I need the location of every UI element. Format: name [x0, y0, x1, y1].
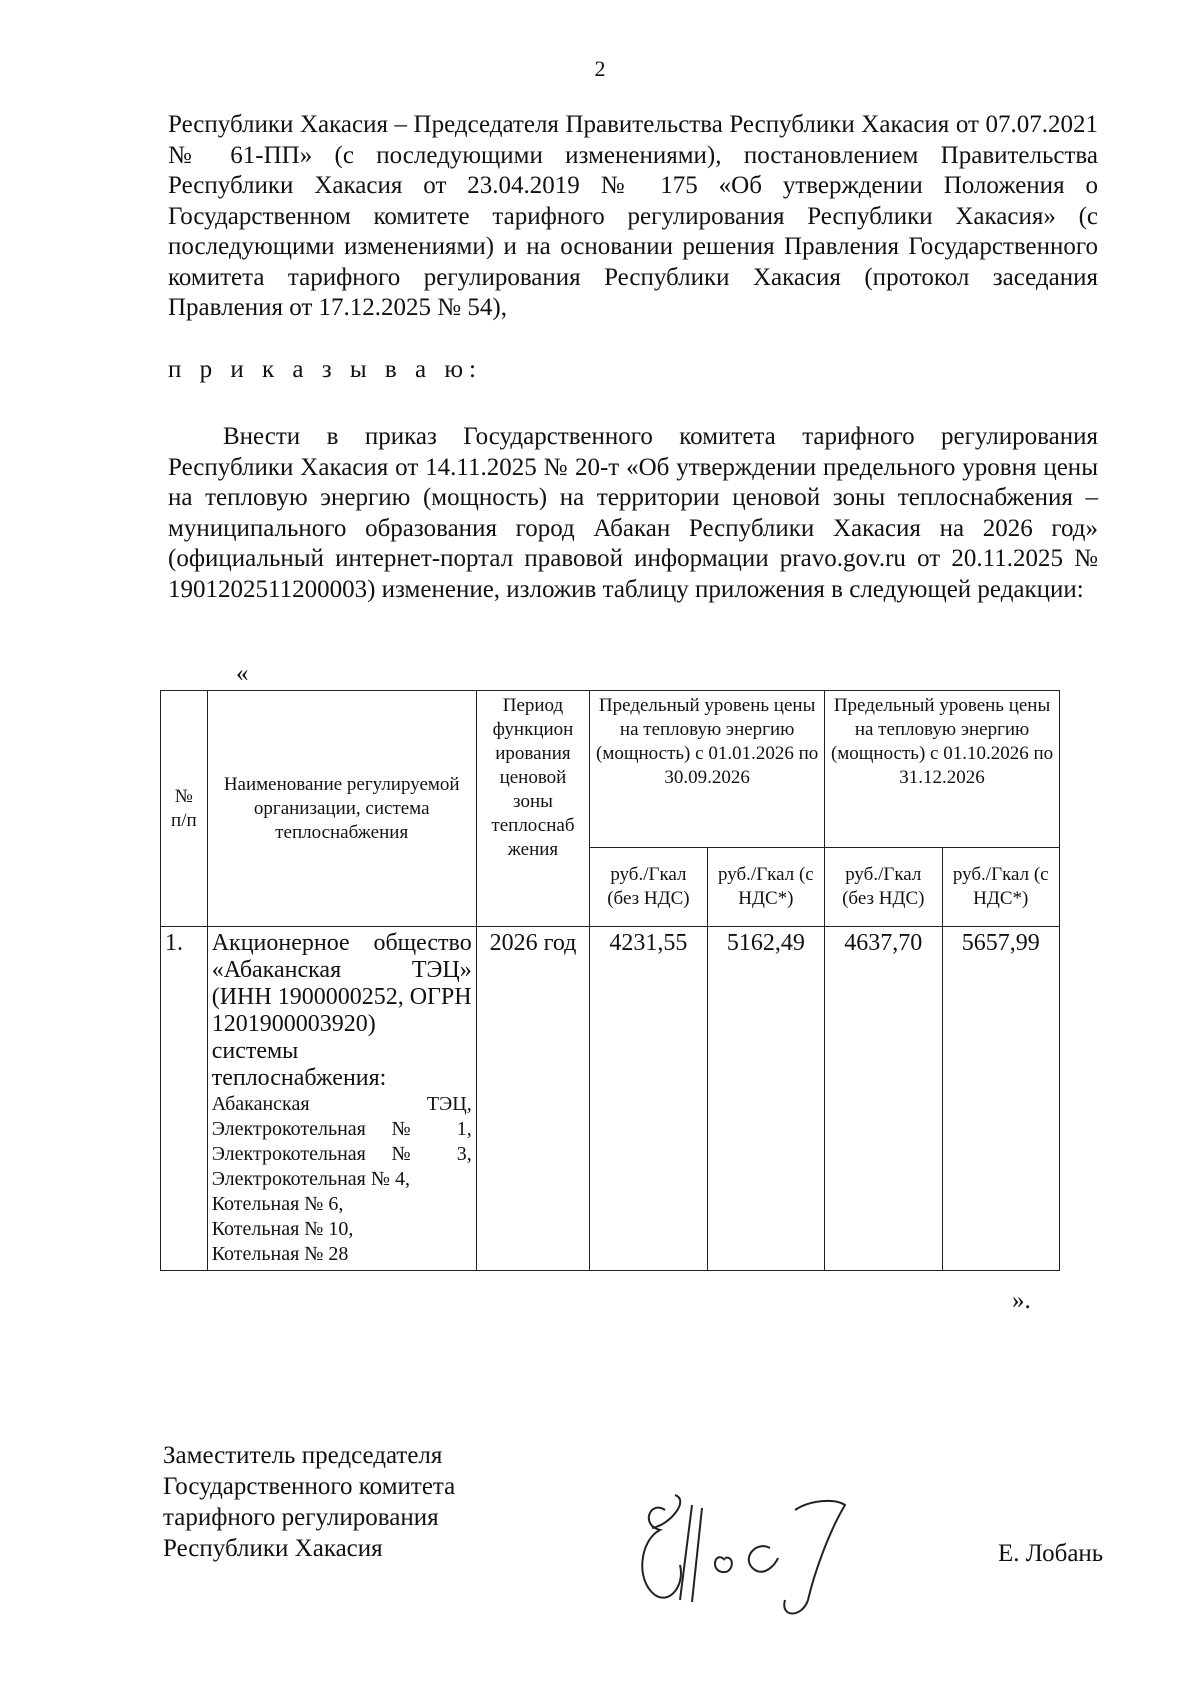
- table-header-row: [161, 691, 1060, 848]
- main-paragraph: Внести в приказ Государственного комитета тарифного регулирования Республики Хакасия от 14.11.2025 № 20-т «Об утверждении предельного уровня цены на тепловую энергию (мощность) на территории ценовой зоны теплоснабжения – муниципального образования город Абакан Республики Хакасия на 2026 год» (официальный интернет-портал правовой информации pravo.gov.ru от 20.11.2025 № 1901202511200003) изменение, изложив таблицу приложения в следующей редакции:: [168, 423, 1098, 603]
- row-price-2-vat: 5657,99: [942, 927, 1059, 1271]
- price-table: [160, 690, 1060, 1271]
- header-range-2: Предельный уровень цены на тепловую энергию (мощность) с 01.10.2026 по 31.12.2026: [825, 691, 1060, 848]
- table-row: [161, 927, 1060, 1271]
- org-line-1: Акционерное общество: [211, 930, 472, 956]
- header-range-1: Предельный уровень цены на тепловую энергию (мощность) с 01.01.2026 по 30.09.2026: [590, 691, 825, 848]
- system-item: Котельная № 6,: [211, 1193, 344, 1215]
- row-price-1-no-vat: 4231,55: [590, 927, 707, 1271]
- row-org: [207, 927, 476, 1271]
- system-item: Абаканская ТЭЦ,: [211, 1093, 472, 1115]
- unit-2-vat: руб./Гкал (с НДС*): [942, 848, 1059, 927]
- row-price-1-vat: 5162,49: [707, 927, 824, 1271]
- signer-line-4: Республики Хакасия: [163, 1535, 383, 1562]
- signer-name: Е. Лобань: [998, 1540, 1104, 1567]
- header-name: Наименование регулируемой организации, система теплоснабжения: [207, 691, 476, 927]
- row-period: 2026 год: [476, 927, 589, 1271]
- system-item: Электрокотельная № 3,: [211, 1143, 472, 1165]
- org-line-4: 1201900003920): [211, 1011, 376, 1037]
- signer-line-1: Заместитель председателя: [163, 1442, 443, 1469]
- org-line-2: «Абаканская ТЭЦ»: [211, 957, 472, 983]
- org-line-3: (ИНН 1900000252, ОГРН: [211, 984, 472, 1010]
- signer-line-3: тарифного регулирования: [163, 1504, 439, 1531]
- handwritten-signature: [630, 1470, 860, 1620]
- signer-title: [163, 1440, 455, 1564]
- header-num: № п/п: [161, 691, 208, 927]
- row-num: 1.: [161, 927, 208, 1271]
- unit-1-no-vat: руб./Гкал (без НДС): [590, 848, 707, 927]
- intro-paragraph: Республики Хакасия – Председателя Правительства Республики Хакасия от 07.07.2021 № 61-ПП» (с последующими изменениями), постановлением Правительства Республики Хакасия от 23.04.2019 № 175 «Об утверждении Положения о Государственном комитете тарифного регулирования Республики Хакасия» (с последующими изменениями) и на основании решения Правления Государственного комитета тарифного регулирования Республики Хакасия (протокол заседания Правления от 17.12.2025 № 54),: [168, 111, 1098, 321]
- page-number: 2: [594, 56, 606, 81]
- unit-1-vat: руб./Гкал (с НДС*): [707, 848, 824, 927]
- quote-open: «: [236, 660, 249, 687]
- systems-list: [212, 1092, 472, 1267]
- order-word: п р и к а з ы в а ю:: [168, 356, 482, 383]
- system-item: Котельная № 28: [211, 1243, 349, 1265]
- row-price-2-no-vat: 4637,70: [825, 927, 942, 1271]
- unit-2-no-vat: руб./Гкал (без НДС): [825, 848, 942, 927]
- system-item: Электрокотельная № 1,: [211, 1118, 472, 1140]
- system-item: Котельная № 10,: [211, 1218, 354, 1240]
- quote-close: ».: [1012, 1287, 1031, 1314]
- system-item: Электрокотельная № 4,: [211, 1168, 410, 1190]
- header-period: Период функцион ирования ценовой зоны теплоснаб жения: [476, 691, 589, 927]
- signer-line-2: Государственного комитета: [163, 1473, 456, 1500]
- systems-label: системы теплоснабжения:: [211, 1038, 387, 1091]
